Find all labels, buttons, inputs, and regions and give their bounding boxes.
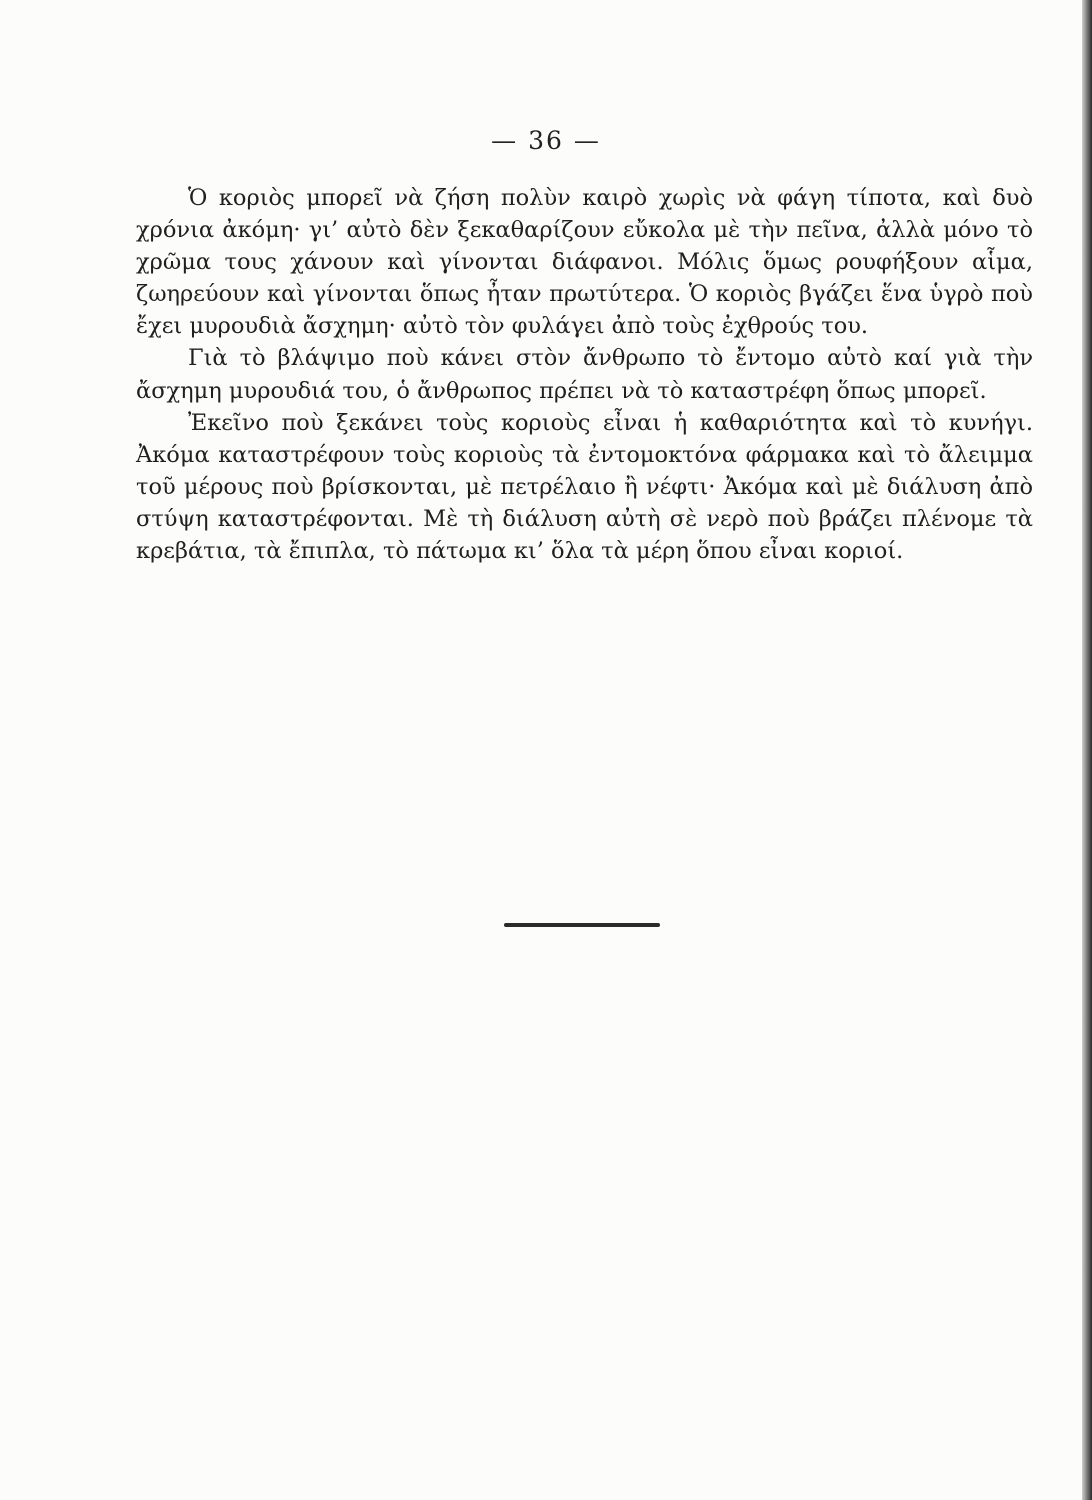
paragraph-3: Ἐκεῖνο ποὺ ξεκάνει τοὺς κοριοὺς εἶναι ἡ καθαριότητα καὶ τὸ κυνήγι. Ἀκόμα καταστρέφουν τοὺς κοριοὺς τὰ ἐντομοκτόνα φάρμακα καὶ τὸ ἄλειμμα τοῦ μέρους ποὺ βρίσκονται, μὲ πετρέλαιο ἢ νέφτι· Ἀκόμα καὶ μὲ διάλυση ἀπὸ στύψη καταστρέφονται. Μὲ τὴ διάλυση αὐτὴ σὲ νερὸ ποὺ βράζει πλένομε τὰ κρεβάτια, τὰ ἔπιπλα, τὸ πάτωμα κι’ ὅλα τὰ μέρη ὅπου εἶναι κοριοί.	[136, 409, 1033, 565]
end-divider-line	[504, 923, 660, 927]
paragraph-2: Γιὰ τὸ βλάψιμο ποὺ κάνει στὸν ἄνθρωπο τὸ ἔντομο αὐτὸ καί γιὰ τὴν ἄσχημη μυρουδιά του, ὁ ἄνθρωπος πρέπει νὰ τὸ καταστρέφη ὅπως μπορεῖ.	[136, 345, 1033, 404]
paragraph-1: Ὁ κοριὸς μπορεῖ νὰ ζήση πολὺν καιρὸ χωρὶς νὰ φάγη τίποτα, καὶ δυὸ χρόνια ἀκόμη· γι’ αὐτὸ δὲν ξεκαθαρίζουν εὔκολα μὲ τὴν πεῖνα, ἀλλὰ μόνο τὸ χρῶμα τους χάνουν καὶ γίνονται διάφανοι. Μόλις ὅμως ρουφήξουν αἷμα, ζωηρεύουν καὶ γίνονται ὅπως ἦταν πρωτύτερα. Ὁ κοριὸς βγάζει ἕνα ὑγρὸ ποὺ ἔχει μυρουδιὰ ἄσχημη· αὐτὸ τὸν φυλάγει ἀπὸ τοὺς ἐχθρούς του.	[136, 185, 1033, 340]
page-edge-shadow	[1082, 0, 1092, 1500]
body-text	[136, 182, 1033, 567]
page-number: — 36 —	[491, 126, 601, 155]
